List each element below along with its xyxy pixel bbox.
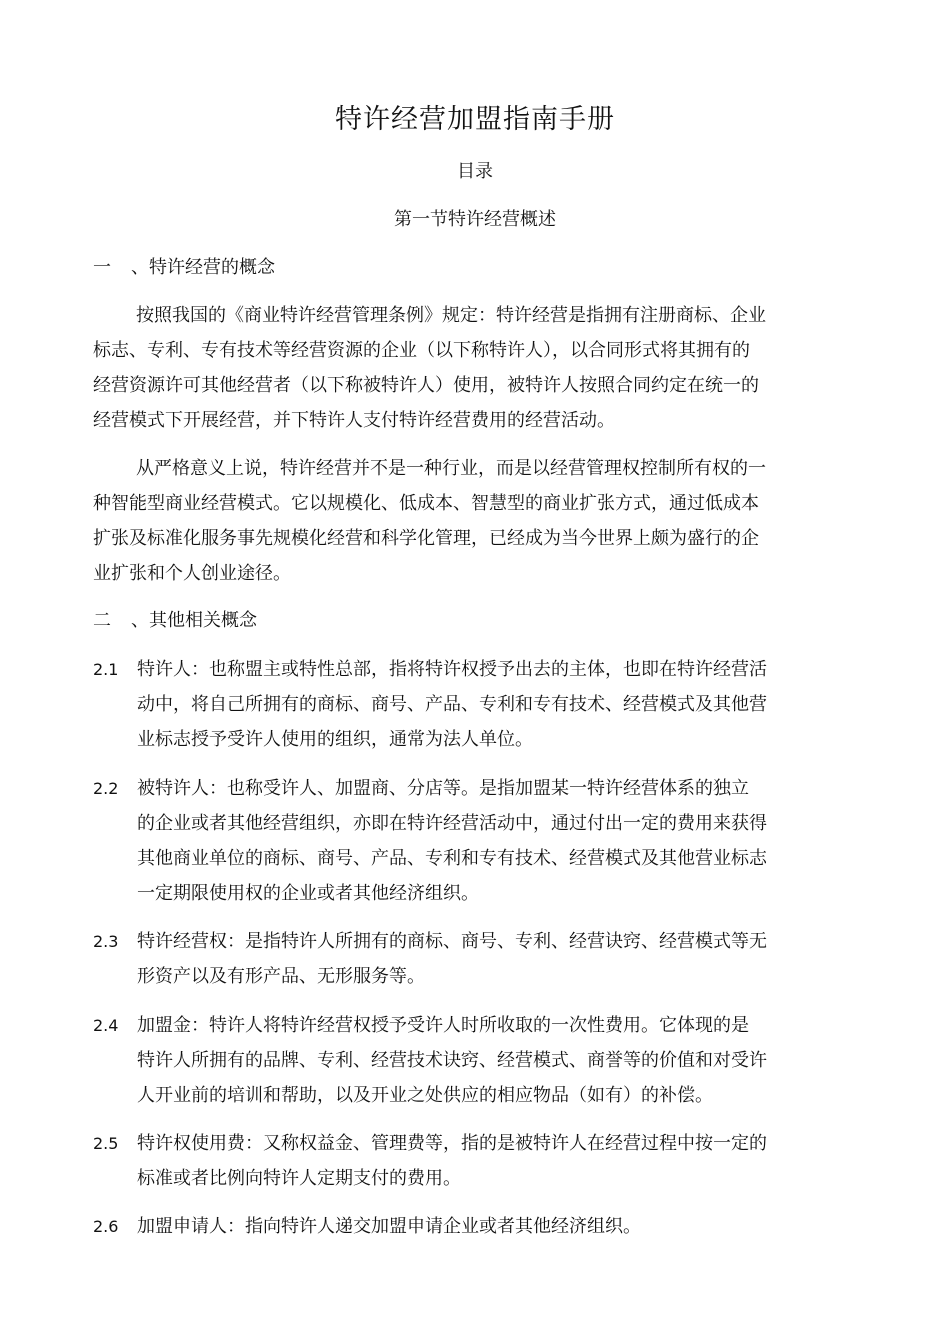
paragraph-line: 业扩张和个人创业途径。: [93, 563, 291, 584]
item-line: 其他商业单位的商标、商号、产品、专利和专有技术、经营模式及其他营业标志: [137, 848, 767, 869]
paragraph-line: 扩张及标准化服务事先规模化经营和科学化管理，已经成为当今世界上颇为盛行的企: [93, 528, 759, 549]
definition-item-2-2: [93, 771, 873, 911]
item-line: 特许经营权：是指特许人所拥有的商标、商号、专利、经营诀窍、经营模式等无: [137, 931, 767, 952]
paragraph-line: 种智能型商业经营模式。它以规模化、低成本、智慧型的商业扩张方式，通过低成本: [93, 493, 759, 514]
definition-item-2-5: [93, 1126, 873, 1196]
item-number: 2.2: [93, 779, 119, 798]
item-line: 一定期限使用权的企业或者其他经济组织。: [137, 883, 479, 904]
item-line: 加盟申请人：指向特许人递交加盟申请企业或者其他经济组织。: [137, 1216, 641, 1237]
item-line: 标准或者比例向特许人定期支付的费用。: [137, 1168, 461, 1189]
item-number: 2.1: [93, 660, 119, 679]
item-line: 加盟金：特许人将特许经营权授予受许人时所收取的一次性费用。它体现的是: [137, 1015, 749, 1036]
paragraph-line: 经营模式下开展经营，并下特许人支付特许经营费用的经营活动。: [93, 410, 615, 431]
section-heading-1: [93, 254, 275, 282]
definition-item-2-1: [93, 652, 873, 757]
item-line: 业标志授予受许人使用的组织，通常为法人单位。: [137, 729, 533, 750]
paragraph-strict-meaning: [93, 451, 873, 591]
item-line: 特许人所拥有的品牌、专利、经营技术诀窍、经营模式、商誉等的价值和对受许: [137, 1050, 767, 1071]
item-line: 人开业前的培训和帮助，以及开业之处供应的相应物品（如有）的补偿。: [137, 1085, 713, 1106]
item-number: 2.3: [93, 932, 119, 951]
item-number: 2.6: [93, 1217, 119, 1236]
item-number: 2.4: [93, 1016, 119, 1035]
section-number: 一: [93, 257, 111, 278]
item-line: 特许人：也称盟主或特性总部，指将特许权授予出去的主体，也即在特许经营活: [137, 659, 767, 680]
item-number: 2.5: [93, 1134, 119, 1153]
chapter-title: 第一节特许经营概述: [394, 209, 556, 230]
paragraph-line: 按照我国的《商业特许经营管理条例》规定：特许经营是指拥有注册商标、企业: [136, 305, 766, 326]
section-number: 二: [93, 610, 111, 631]
definition-item-2-3: [93, 924, 873, 994]
section-heading-text: 、特许经营的概念: [131, 257, 275, 278]
document-title: 特许经营加盟指南手册: [335, 104, 615, 135]
definition-item-2-6: [93, 1209, 873, 1244]
paragraph-line: 从严格意义上说，特许经营并不是一种行业，而是以经营管理权控制所有权的一: [136, 458, 766, 479]
item-line: 的企业或者其他经营组织，亦即在特许经营活动中，通过付出一定的费用来获得: [137, 813, 767, 834]
definition-item-2-4: [93, 1008, 873, 1113]
item-line: 被特许人：也称受许人、加盟商、分店等。是指加盟某一特许经营体系的独立: [137, 778, 749, 799]
section-heading-2: [93, 607, 257, 635]
toc-label: 目录: [457, 161, 493, 182]
paragraph-line: 经营资源许可其他经营者（以下称被特许人）使用，被特许人按照合同约定在统一的: [93, 375, 759, 396]
item-line: 形资产以及有形产品、无形服务等。: [137, 966, 425, 987]
paragraph-line: 标志、专利、专有技术等经营资源的企业（以下称特许人），以合同形式将其拥有的: [93, 340, 750, 361]
paragraph-definition: [93, 298, 873, 438]
section-heading-text: 、其他相关概念: [131, 610, 257, 631]
item-line: 特许权使用费：又称权益金、管理费等，指的是被特许人在经营过程中按一定的: [137, 1133, 767, 1154]
item-line: 动中，将自己所拥有的商标、商号、产品、专利和专有技术、经营模式及其他营: [137, 694, 767, 715]
